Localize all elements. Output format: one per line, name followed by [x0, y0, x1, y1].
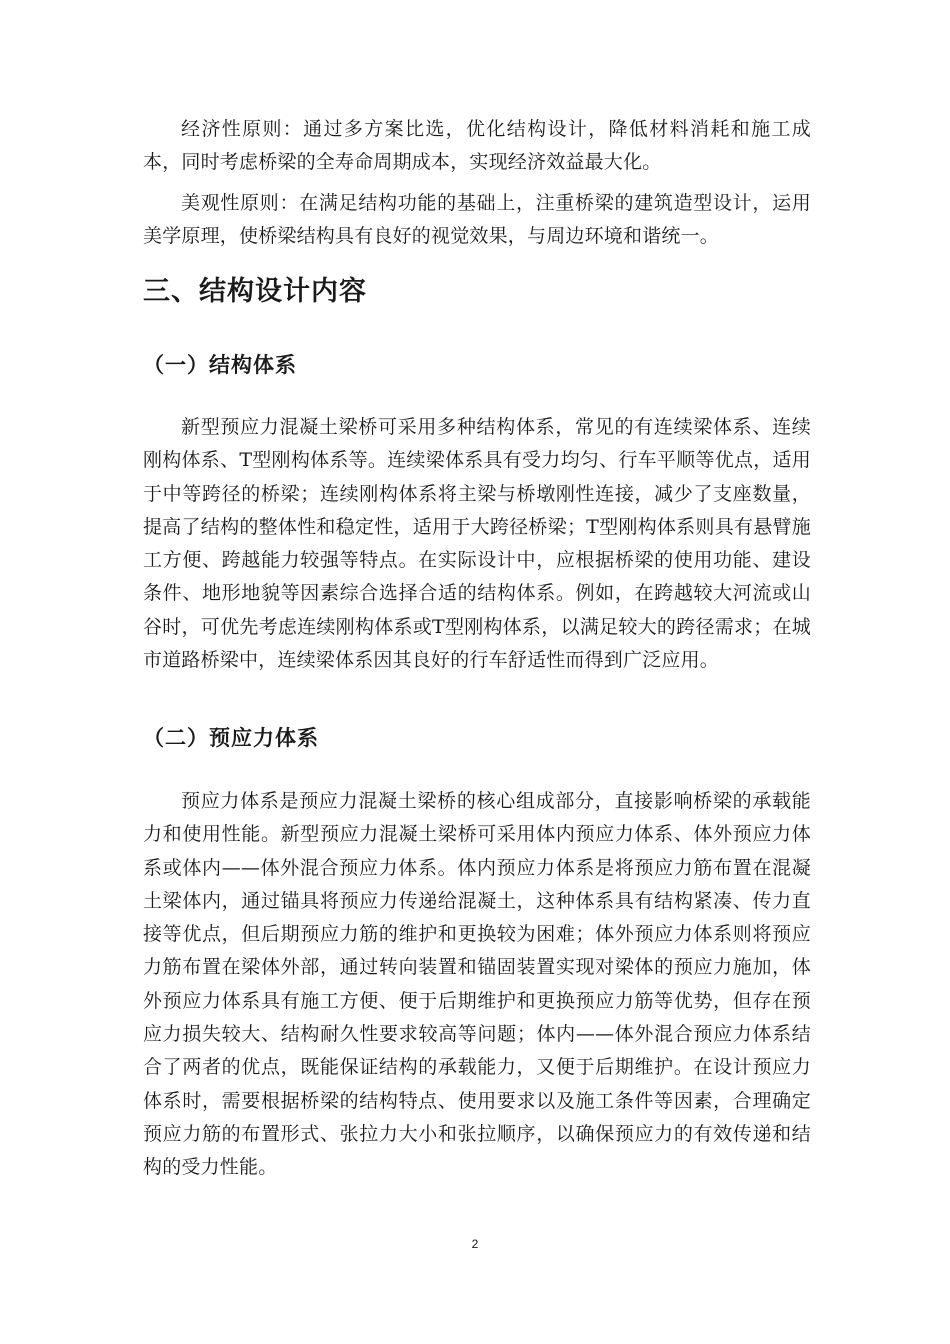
paragraph-aesthetics-principle: 美观性原则：在满足结构功能的基础上，注重桥梁的建筑造型设计，运用美学原理，使桥梁结构具有良好的视觉效果，与周边环境和谐统一。 — [143, 192, 811, 248]
section-title: 三、结构设计内容 — [143, 276, 367, 307]
paragraph-prestress-system: 预应力体系是预应力混凝土梁桥的核心组成部分，直接影响桥梁的承载能力和使用性能。新型预应力混凝土梁桥可采用体内预应力体系、体外预应力体系或体内——体外混合预应力体系。体内预应力体系是将预应力筋布置在混凝土梁体内，通过锚具将预应力传递给混凝土，这种体系具有结构紧凑、传力直接等优点，但后期预应力筋的维护和更换较为困难；体外预应力体系则将预应力筋布置在梁体外部，通过转向装置和锚固装置实现对梁体的预应力施加，体外预应力体系具有施工方便、便于后期维护和更换预应力筋等优势，但存在预应力损失较大、结构耐久性要求较高等问题；体内——体外混合预应力体系结合了两者的优点，既能保证结构的承载能力，又便于后期维护。在设计预应力体系时，需要根据桥梁的结构特点、使用要求以及施工条件等因素，合理确定预应力筋的布置形式、张拉力大小和张拉顺序，以确保预应力的有效传递和结构的受力性能。 — [143, 790, 811, 1179]
subsection-title-prestress-system: （二）预应力体系 — [143, 726, 319, 750]
paragraph-economy-principle: 经济性原则：通过多方案比选，优化结构设计，降低材料消耗和施工成本，同时考虑桥梁的全寿命周期成本，实现经济效益最大化。 — [143, 118, 811, 174]
subsection-title-structure-system: （一）结构体系 — [143, 353, 297, 377]
page-number: 2 — [471, 1237, 479, 1251]
paragraph-structure-system: 新型预应力混凝土梁桥可采用多种结构体系，常见的有连续梁体系、连续刚构体系、T型刚构体系等。连续梁体系具有受力均匀、行车平顺等优点，适用于中等跨径的桥梁；连续刚构体系将主梁与桥墩刚性连接，减少了支座数量，提高了结构的整体性和稳定性，适用于大跨径桥梁；T型刚构体系则具有悬臂施工方便、跨越能力较强等特点。在实际设计中，应根据桥梁的使用功能、建设条件、地形地貌等因素综合选择合适的结构体系。例如，在跨越较大河流或山谷时，可优先考虑连续刚构体系或T型刚构体系，以满足较大的跨径需求；在城市道路桥梁中，连续梁体系因其良好的行车舒适性而得到广泛应用。 — [143, 416, 811, 672]
